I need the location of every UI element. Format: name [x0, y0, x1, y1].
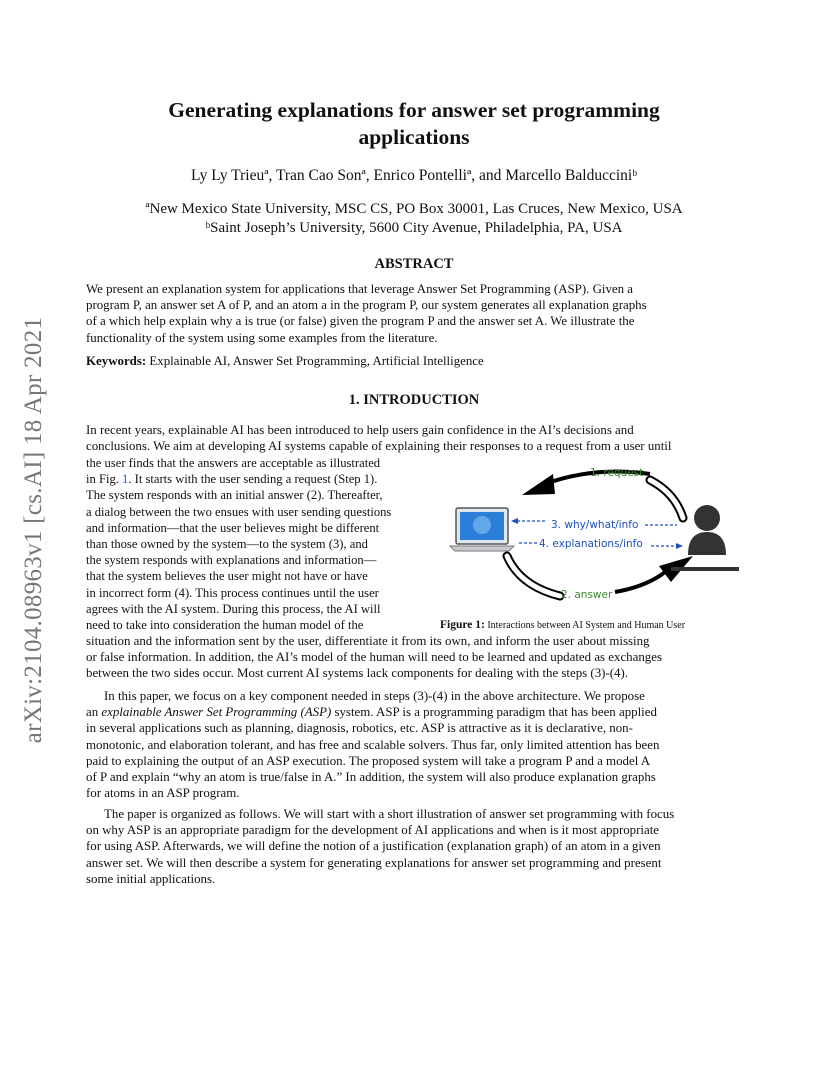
intro-line: and information—that the user believes might be different [86, 520, 380, 535]
title-line-2: applications [358, 125, 470, 149]
intro-heading: 1. INTRODUCTION [348, 392, 480, 408]
abstract-line: functionality of the system using some examples from the literature. [86, 330, 438, 345]
intro-line: in several applications such as planning, diagnosis, robotics, etc. ASP is attractive as it is declarative, non- [86, 721, 633, 736]
intro-line: of P and explain “why an atom is true/false in A.” In addition, the system will also produce explanation graphs [86, 770, 656, 785]
keywords-text: Explainable AI, Answer Set Programming, Artificial Intelligence [149, 354, 484, 368]
intro-line: answer set. We will then describe a system for generating explanations for answer set programming and present [86, 855, 662, 870]
intro-line: The system responds with an initial answer (2). Thereafter, [86, 488, 383, 503]
intro-line: agrees with the AI system. During this process, the AI will [86, 601, 381, 616]
explanations-label: 4. explanations/info [539, 538, 643, 550]
title-line-1: Generating explanations for answer set programming [168, 98, 660, 122]
affiliation-2: ᵇSaint Joseph’s University, 5600 City Avenue, Philadelphia, PA, USA [205, 220, 623, 236]
intro-line: in incorrect form (4). This process continues until the user [86, 585, 379, 600]
intro-line: a dialog between the two ensues with user sending questions [86, 504, 392, 519]
intro-line: paid to explaining the output of an ASP execution. The proposed system will take a program P and a model A [86, 753, 651, 768]
intro-line: for atoms in an ASP program. [86, 786, 240, 801]
abstract-line: We present an explanation system for applications that leverage Answer Set Programming (ASP). Given a [86, 282, 634, 296]
intro-line: In recent years, explainable AI has been introduced to help users gain confidence in the AI’s decisions and [86, 423, 634, 437]
request-label: 1. request [590, 467, 644, 479]
intro-line: the system responds with explanations and information— [86, 553, 377, 568]
intro-line: some initial applications. [86, 871, 216, 886]
affiliation-1: ªNew Mexico State University, MSC CS, PO Box 30001, Las Cruces, New Mexico, USA [145, 201, 683, 217]
intro-para1-wrap [86, 455, 431, 633]
intro-line: or false information. In addition, the AI’s model of the human will need to be learned and updated as exchanges [86, 650, 662, 665]
intro-line: need to take into consideration the human model of the [86, 618, 364, 633]
intro-line: for using ASP. Afterwards, we will define the notion of a justification (explanation graph) of an atom in a given [86, 839, 661, 854]
author-list: Ly Ly Trieuª, Tran Cao Sonª, Enrico Pontelliª, and Marcello Balducciniᵇ [190, 167, 637, 184]
abstract-heading: ABSTRACT [374, 256, 454, 272]
intro-para1-end [86, 633, 743, 682]
interaction-diagram [445, 458, 745, 618]
intro-line: an explainable Answer Set Programming (ASP) system. ASP is a programming paradigm that has been applied [86, 705, 657, 720]
intro-line: on why ASP is an appropriate paradigm for the development of AI applications and when is it most appropriate [86, 823, 660, 838]
abstract-line: of a which help explain why a is true (or false) given the program P and the answer set A. We illustrate the [86, 314, 635, 329]
keywords [86, 353, 743, 369]
intro-line: in Fig. 1. It starts with the user sending a request (Step 1). [86, 472, 378, 487]
arxiv-sidebar [14, 300, 54, 760]
caption-label: Figure 1: [440, 619, 485, 631]
arxiv-id: arXiv:2104.08963v1 [cs.AI] 18 Apr 2021 [20, 316, 47, 744]
affiliations [0, 200, 828, 238]
intro-line: In this paper, we focus on a key component needed in steps (3)-(4) in the above architecture. We propose [104, 689, 645, 703]
intro-line: that the system believes the user might not have or have [86, 569, 368, 584]
intro-para2 [86, 688, 743, 801]
figure-1 [445, 458, 745, 618]
user-icon [694, 505, 720, 531]
intro-line: The paper is organized as follows. We will start with a short illustration of answer set programming with focus [104, 807, 675, 821]
intro-line: between the two sides occur. Most current AI systems lack components for dealing with the steps (3)-(4). [86, 666, 628, 681]
intro-para3 [86, 806, 743, 887]
intro-line: situation and the information sent by the user, differentiate it from its own, and inform the user about missing [86, 634, 650, 648]
paper-title [0, 97, 828, 151]
answer-label: 2. answer [561, 589, 613, 601]
abstract-line: program P, an answer set A of P, and an atom a in the program P, our system generates all explanation graphs [86, 298, 647, 313]
figure-caption [440, 619, 745, 631]
figure-link[interactable]: 1 [122, 472, 129, 487]
intro-line: monotonic, and elaboration tolerant, and has free and scalable solvers. Thus far, only limited attention has been [86, 737, 660, 752]
intro-line: the user finds that the answers are acceptable as illustrated [86, 456, 381, 470]
why-label: 3. why/what/info [551, 519, 639, 531]
keywords-label: Keywords: [86, 354, 147, 368]
intro-line: conclusions. We aim at developing AI systems capable of explaining their responses to a request from a user until [86, 439, 672, 454]
intro-para1-top [86, 422, 743, 454]
intro-line: than those owned by the system—to the system (3), and [86, 537, 368, 552]
abstract-body [86, 281, 743, 346]
caption-text: Interactions between AI System and Human User [487, 620, 686, 631]
